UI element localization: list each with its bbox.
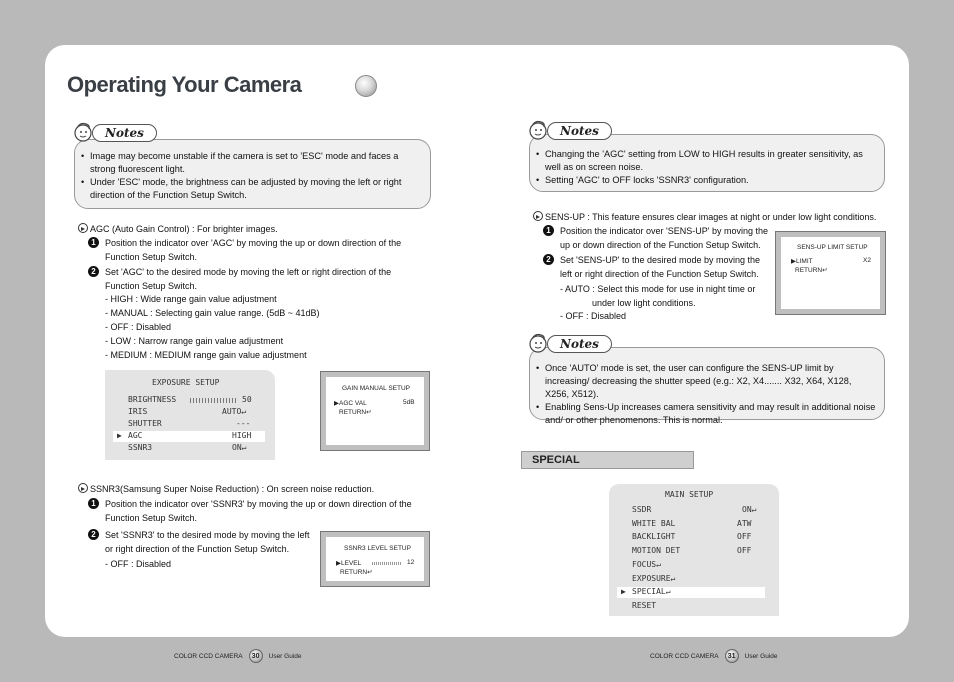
footer-left [174, 649, 302, 663]
menu-row-label: RETURN↵ [340, 569, 373, 576]
agc-option: - OFF : Disabled [105, 322, 172, 332]
circle-arrow-icon [78, 483, 88, 493]
notes-label: Notes [547, 122, 612, 140]
menu-row-label: RESET [632, 601, 657, 610]
page-number: 30 [249, 649, 263, 663]
menu-row-label: BRIGHTNESS [128, 395, 177, 404]
section-heading-special: SPECIAL [521, 451, 694, 469]
menu-row-label: ▶AGC VAL [334, 400, 367, 407]
menu-row-label: MOTION DET [632, 546, 681, 555]
menu-row-value: OFF [737, 532, 752, 541]
menu-row-label: BACKLIGHT [632, 532, 676, 541]
footer-product: COLOR CCD CAMERA [650, 652, 719, 660]
menu-title: EXPOSURE SETUP [152, 378, 220, 387]
step-1-icon: 1 [88, 498, 99, 509]
step-2-icon: 2 [543, 254, 554, 265]
page-title: Operating Your Camera [67, 72, 302, 97]
ssnr3-level-setup-menu [320, 531, 430, 587]
sensup-option-auto: - AUTO : Select this mode for use in night time or under low light conditions. [560, 284, 756, 308]
menu-row-value: X2 [863, 257, 871, 264]
menu-row-label: EXPOSURE↵ [632, 574, 676, 583]
sensup-step2: 2 Set 'SENS-UP' to the desired mode by moving the left or right direction of the Function Setup Switch. [543, 253, 770, 281]
agc-option: - HIGH : Wide range gain value adjustment [105, 294, 277, 304]
agc-option: - LOW : Narrow range gain value adjustment [105, 336, 284, 346]
step-1-icon: 1 [88, 237, 99, 248]
menu-row-label: RETURN↵ [339, 409, 372, 416]
note-item: • Setting 'AGC' to OFF locks 'SSNR3' configuration. [536, 174, 876, 187]
menu-row-label: SSNR3 [128, 443, 153, 452]
menu-row-value: 12 [407, 559, 415, 566]
menu-row-label: FOCUS↵ [632, 560, 661, 569]
sensup-heading: SENS-UP : This feature ensures clear images at night or under low light conditions. [533, 210, 876, 224]
sensup-step1: 1 Position the indicator over 'SENS-UP' by moving the up or down direction of the Function Setup Switch. [543, 224, 770, 252]
menu-title: SENS-UP LIMIT SETUP [797, 244, 868, 251]
notes-character-icon [72, 120, 94, 146]
menu-row-value: 5dB [403, 399, 415, 406]
notes-label: Notes [92, 124, 157, 142]
gain-manual-setup-menu [320, 371, 430, 451]
note-item: • Enabling Sens-Up increases camera sensitivity and may result in additional noise and/ or other phenomenons. This is normal. [536, 401, 876, 427]
menu-row-value: OFF [737, 546, 752, 555]
agc-heading: AGC (Auto Gain Control) : For brighter images. [78, 222, 278, 236]
notes-box-right-2 [529, 347, 885, 425]
step-1-icon: 1 [543, 225, 554, 236]
level-slider [372, 562, 402, 565]
menu-row-value: ATW [737, 519, 752, 528]
menu-row-label: AGC [128, 431, 143, 440]
ssnr-step1: 1 Position the indicator over 'SSNR3' by moving the up or down direction of the Function Setup Switch. [88, 497, 428, 525]
notes-character-icon [527, 331, 549, 357]
ssnr-option: - OFF : Disabled [105, 559, 172, 569]
note-item: • Under 'ESC' mode, the brightness can be adjusted by moving the left or right direction of the Function Setup Switch. [81, 176, 422, 202]
notes-tag-left [72, 120, 157, 146]
menu-row-value: HIGH [232, 431, 252, 440]
footer-right [650, 649, 778, 663]
sensup-option-off: - OFF : Disabled [560, 311, 627, 321]
selection-pointer-icon: ▶ [621, 587, 626, 596]
menu-row-label: IRIS [128, 407, 148, 416]
menu-title: GAIN MANUAL SETUP [342, 385, 411, 392]
notes-label: Notes [547, 335, 612, 353]
sensup-limit-setup-menu [775, 231, 886, 315]
agc-step2: 2 Set 'AGC' to the desired mode by moving the left or right direction of the Function Setup Switch. [88, 265, 428, 293]
title-sphere-icon [355, 75, 377, 97]
note-item: • Changing the 'AGC' setting from LOW to HIGH results in greater sensitivity, as well as on screen noise. [536, 148, 876, 174]
footer-guide: User Guide [744, 652, 778, 660]
note-item: • Once 'AUTO' mode is set, the user can configure the SENS-UP limit by increasing/ decreasing the shutter speed (e.g.: X2, X4....... X32, X64, X128, X256, X512). [536, 362, 876, 401]
menu-row-label: SHUTTER [128, 419, 162, 428]
menu-row-value: AUTO↵ [222, 407, 247, 416]
agc-option: - MANUAL : Selecting gain value range. (5dB ~ 41dB) [105, 308, 320, 318]
menu-row-value: ON↵ [232, 443, 247, 452]
menu-title: MAIN SETUP [665, 490, 714, 499]
menu-row-label: ▶LEVEL [336, 560, 362, 567]
footer-guide: User Guide [268, 652, 302, 660]
menu-row-label: SSDR [632, 505, 652, 514]
exposure-setup-menu [105, 370, 275, 460]
notes-box-left [74, 139, 431, 209]
menu-row-label: WHITE BAL [632, 519, 676, 528]
agc-option: - MEDIUM : MEDIUM range gain value adjustment [105, 350, 307, 360]
menu-row-value: --- [236, 419, 251, 428]
circle-arrow-icon [533, 211, 543, 221]
menu-row-label: RETURN↵ [795, 267, 828, 274]
notes-tag-right-2 [527, 331, 612, 357]
menu-title: SSNR3 LEVEL SETUP [344, 545, 411, 552]
ssnr-step2: 2 Set 'SSNR3' to the desired mode by moving the left or right direction of the Function Setup Switch. [88, 528, 310, 556]
step-2-icon: 2 [88, 529, 99, 540]
brightness-slider [190, 398, 236, 403]
footer-product: COLOR CCD CAMERA [174, 652, 243, 660]
selection-pointer-icon: ▶ [117, 431, 122, 440]
step-2-icon: 2 [88, 266, 99, 277]
circle-arrow-icon [78, 223, 88, 233]
agc-options [105, 292, 320, 362]
notes-character-icon [527, 118, 549, 144]
menu-row-label: ▶LIMIT [791, 258, 813, 265]
menu-row-value: ON↵ [742, 505, 757, 514]
page-number: 31 [725, 649, 739, 663]
ssnr-heading: SSNR3(Samsung Super Noise Reduction) : On screen noise reduction. [78, 482, 374, 496]
menu-row-value: 50 [242, 395, 252, 404]
menu-row-label: SPECIAL↵ [632, 587, 671, 596]
notes-tag-right-1 [527, 118, 612, 144]
agc-step1: 1 Position the indicator over 'AGC' by moving the up or down direction of the Function Setup Switch. [88, 236, 428, 264]
main-setup-menu [609, 484, 779, 616]
note-item: • Image may become unstable if the camera is set to 'ESC' mode and faces a strong fluorescent light. [81, 150, 422, 176]
